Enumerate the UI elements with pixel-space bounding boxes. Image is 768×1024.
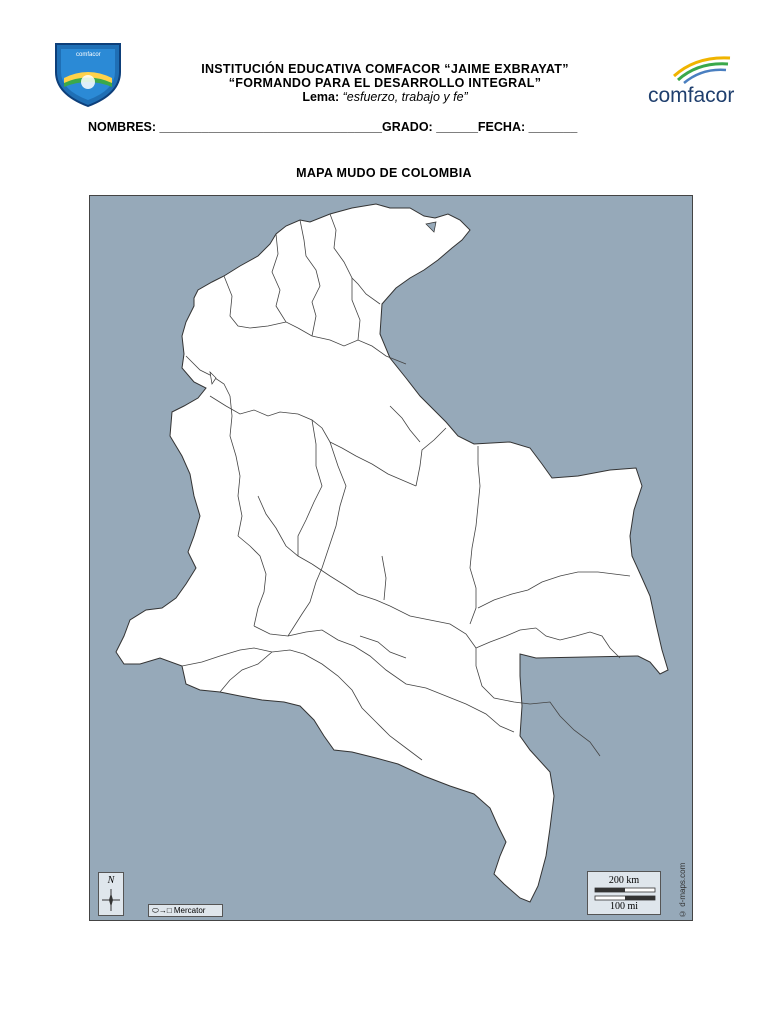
- institution-name: INSTITUCIÓN EDUCATIVA COMFACOR “JAIME EXBRAYAT”: [201, 62, 569, 76]
- fecha-label: FECHA:: [477, 120, 526, 134]
- comfacor-logo: [644, 50, 748, 108]
- map-title: MAPA MUDO DE COLOMBIA: [296, 166, 472, 180]
- lema-line: [140, 90, 630, 104]
- institution-motto: “FORMANDO PARA EL DESARROLLO INTEGRAL”: [228, 76, 542, 90]
- school-shield-logo: [50, 38, 126, 108]
- lema-label: Lema:: [302, 90, 340, 104]
- projection-box: [148, 904, 223, 917]
- projection-icon: ⬭→□: [152, 906, 174, 915]
- colombia-blank-map: [89, 195, 693, 921]
- nombres-label: NOMBRES:: [88, 120, 157, 134]
- north-arrow: [98, 872, 124, 916]
- left-logo-text: comfacor: [76, 52, 101, 58]
- scale-bar: [587, 871, 661, 915]
- right-logo-text: comfacor: [648, 84, 735, 107]
- scale-mi-label: 100 mi: [609, 901, 639, 912]
- colombia-landmass: [116, 204, 668, 902]
- lema-text: “esfuerzo, trabajo y fe”: [342, 90, 468, 104]
- grado-field[interactable]: ______: [436, 120, 478, 134]
- nombres-field[interactable]: ________________________________: [159, 120, 383, 134]
- colombia-map-svg: [90, 196, 693, 921]
- compass-icon: [99, 887, 123, 913]
- projection-label: Mercator: [173, 906, 206, 915]
- map-credit: © d-maps.com: [678, 862, 687, 918]
- scale-km-label: 200 km: [608, 875, 640, 886]
- student-info-row: [88, 120, 688, 134]
- document-header: [140, 62, 630, 104]
- fecha-field[interactable]: _______: [528, 120, 578, 134]
- grado-label: GRADO:: [382, 120, 433, 134]
- north-label: N: [107, 875, 115, 886]
